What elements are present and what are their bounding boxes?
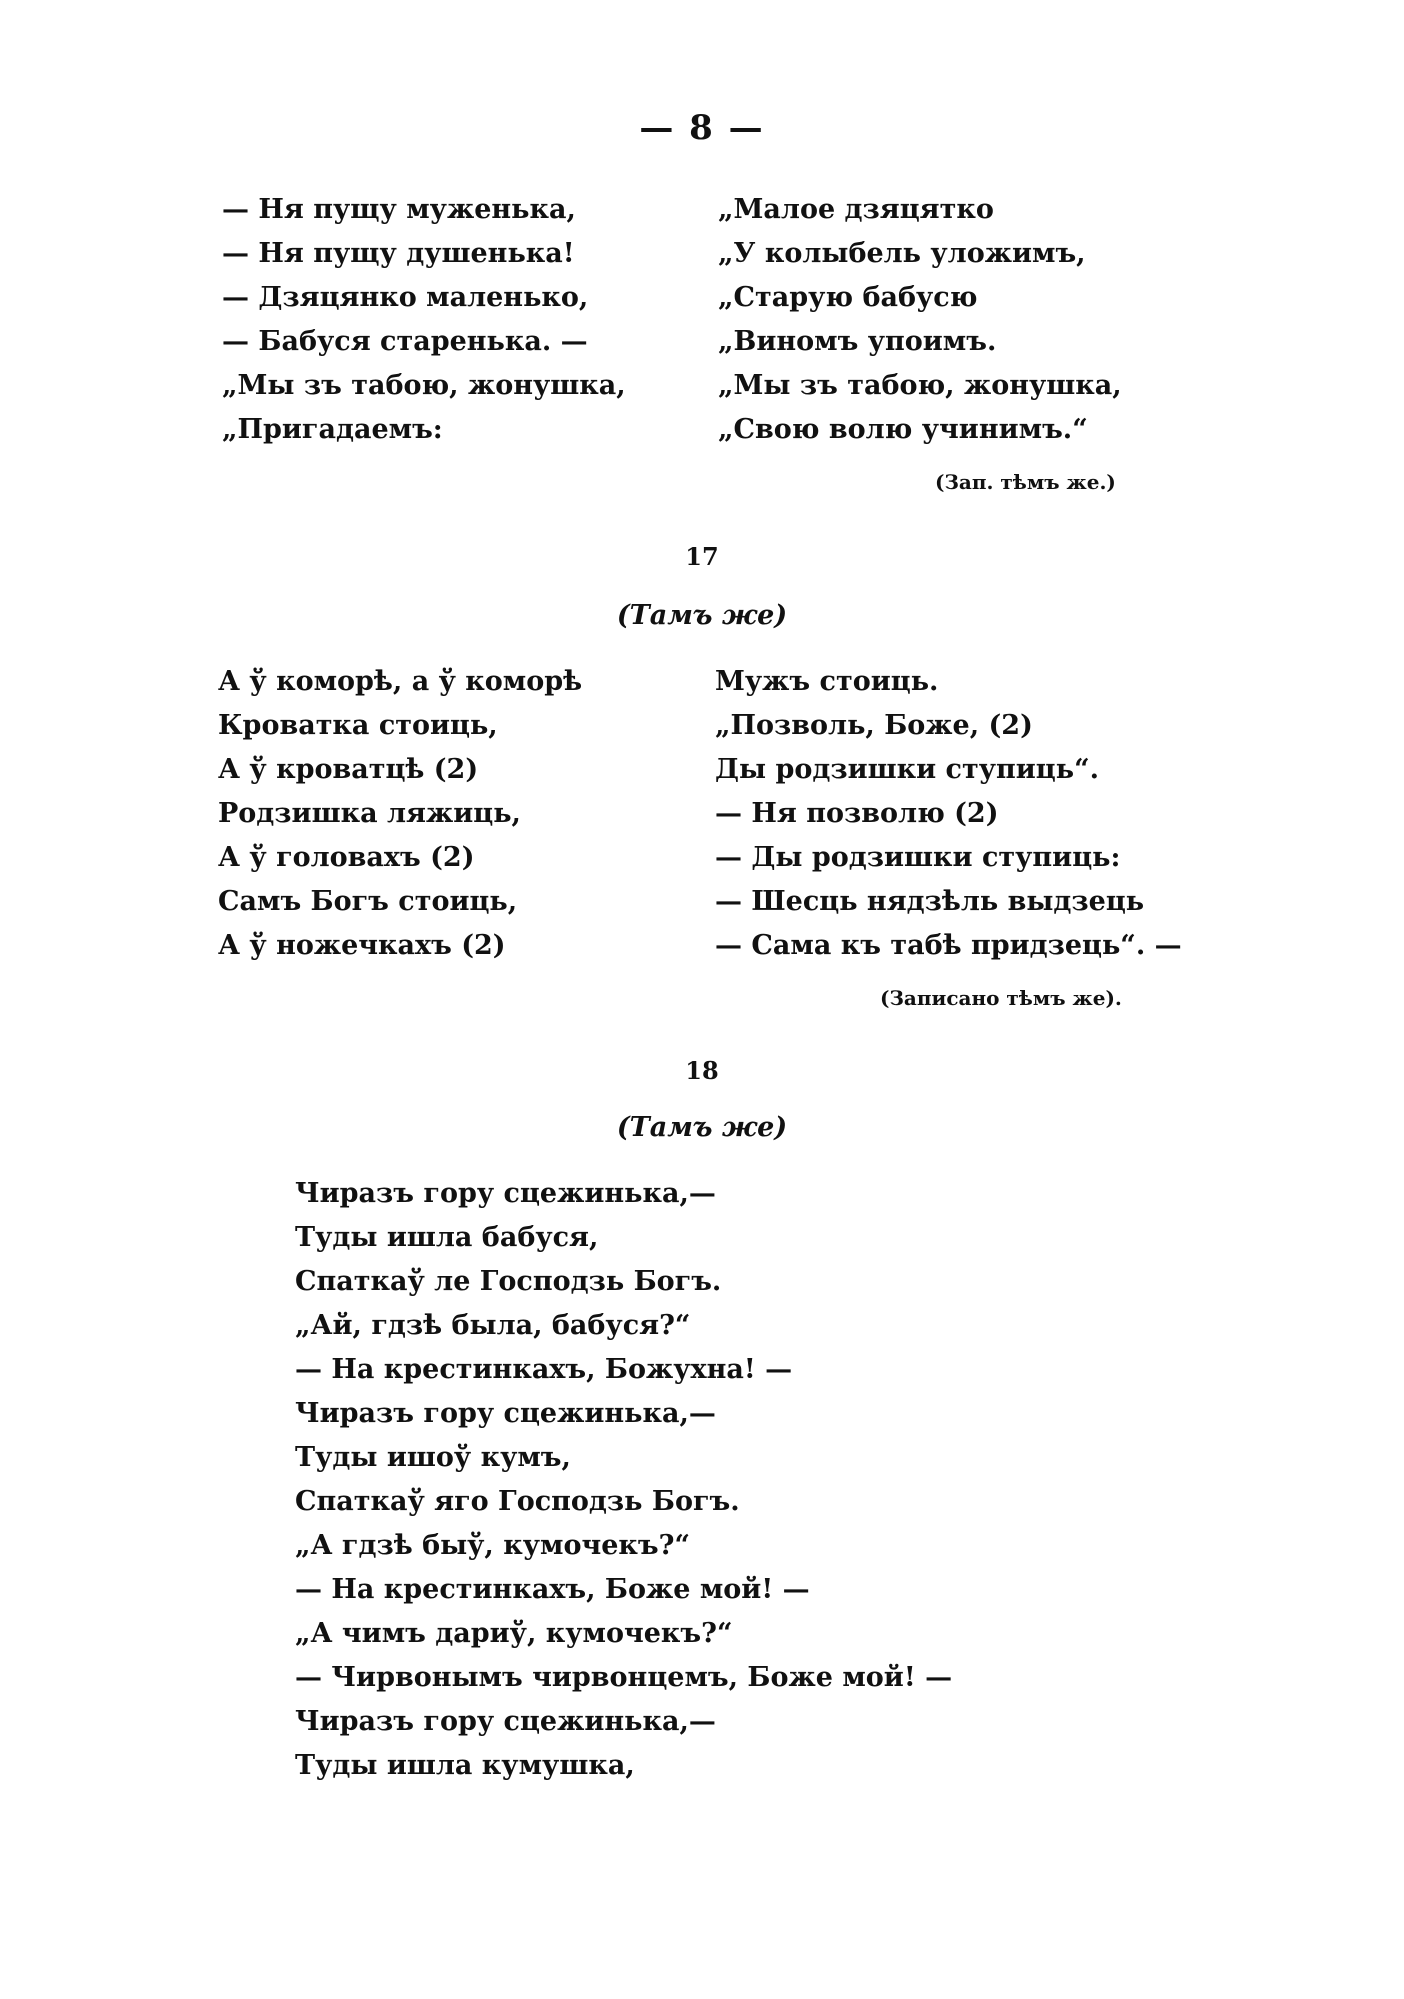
verse-line: Родзишка ляжиць,	[218, 798, 521, 829]
verse-line: Спаткаў яго Господзь Богъ.	[295, 1486, 740, 1517]
verse-line: Самъ Богъ стоиць,	[218, 886, 518, 917]
verse-line: — Дзяцянко маленько,	[222, 282, 589, 313]
verse-line: „Пригадаемъ:	[222, 414, 443, 445]
verse-line: — На крестинкахъ, Боже мой! —	[295, 1574, 810, 1605]
song-17-right-column	[715, 660, 1182, 968]
verse-line: Кроватка стоиць,	[218, 710, 498, 741]
verse-line: Туды ишла бабуся,	[295, 1222, 599, 1253]
song-source: (Тамъ же)	[616, 1112, 788, 1143]
song-17-left-column	[218, 660, 582, 968]
verse-line: Чиразъ гору сцежинька,—	[295, 1398, 716, 1429]
verse-line: А ў ножечкахъ (2)	[218, 930, 506, 961]
song-18-verse	[295, 1172, 952, 1788]
verse-line: — Ды родзишки ступиць:	[715, 842, 1121, 873]
verse-line: — Сама къ табѣ придзець“. —	[715, 930, 1182, 961]
verse-line: — Шесць нядзѣль выдзець	[715, 886, 1145, 917]
verse-line: „Свою волю учинимъ.“	[718, 414, 1088, 445]
song-16-left-column	[222, 188, 626, 452]
source-note: (Зап. тѣмъ же.)	[935, 470, 1116, 494]
page-number: — 8 —	[639, 108, 765, 148]
verse-line: — Ня пущу душенька!	[222, 238, 575, 269]
verse-line: „Виномъ упоимъ.	[718, 326, 997, 357]
verse-line: А ў головахъ (2)	[218, 842, 475, 873]
verse-line: „Позволь, Боже, (2)	[715, 710, 1033, 741]
verse-line: Мужъ стоиць.	[715, 666, 939, 697]
verse-line: Туды ишла кумушка,	[295, 1750, 635, 1781]
verse-line: — На крестинкахъ, Божухна! —	[295, 1354, 793, 1385]
verse-line: Чиразъ гору сцежинька,—	[295, 1178, 716, 1209]
verse-line: — Ня позволю (2)	[715, 798, 999, 829]
song-source: (Тамъ же)	[616, 600, 788, 631]
verse-line: „Старую бабусю	[718, 282, 978, 313]
verse-line: А ў коморѣ, а ў коморѣ	[218, 666, 583, 697]
verse-line: „А чимъ дариў, кумочекъ?“	[295, 1618, 733, 1649]
verse-line: „У колыбель уложимъ,	[718, 238, 1086, 269]
verse-line: „А гдзѣ быў, кумочекъ?“	[295, 1530, 690, 1561]
verse-line: Чиразъ гору сцежинька,—	[295, 1706, 716, 1737]
verse-line: — Ня пущу муженька,	[222, 194, 576, 225]
source-note: (Записано тѣмъ же).	[880, 986, 1122, 1010]
verse-line: Туды ишоў кумъ,	[295, 1442, 571, 1473]
verse-line: „Мы зъ табою, жонушка,	[718, 370, 1122, 401]
verse-line: „Малое дзяцятко	[718, 194, 994, 225]
verse-line: — Бабуся старенька. —	[222, 326, 588, 357]
verse-line: Ды родзишки ступиць“.	[715, 754, 1099, 785]
verse-line: „Ай, гдзѣ была, бабуся?“	[295, 1310, 691, 1341]
verse-line: — Чирвонымъ чирвонцемъ, Боже мой! —	[295, 1662, 953, 1693]
song-number: 17	[685, 542, 719, 571]
song-number: 18	[685, 1056, 719, 1085]
song-16-right-column	[718, 188, 1122, 452]
verse-line: А ў кроватцѣ (2)	[218, 754, 479, 785]
verse-line: „Мы зъ табою, жонушка,	[222, 370, 626, 401]
verse-line: Спаткаў ле Господзь Богъ.	[295, 1266, 722, 1297]
